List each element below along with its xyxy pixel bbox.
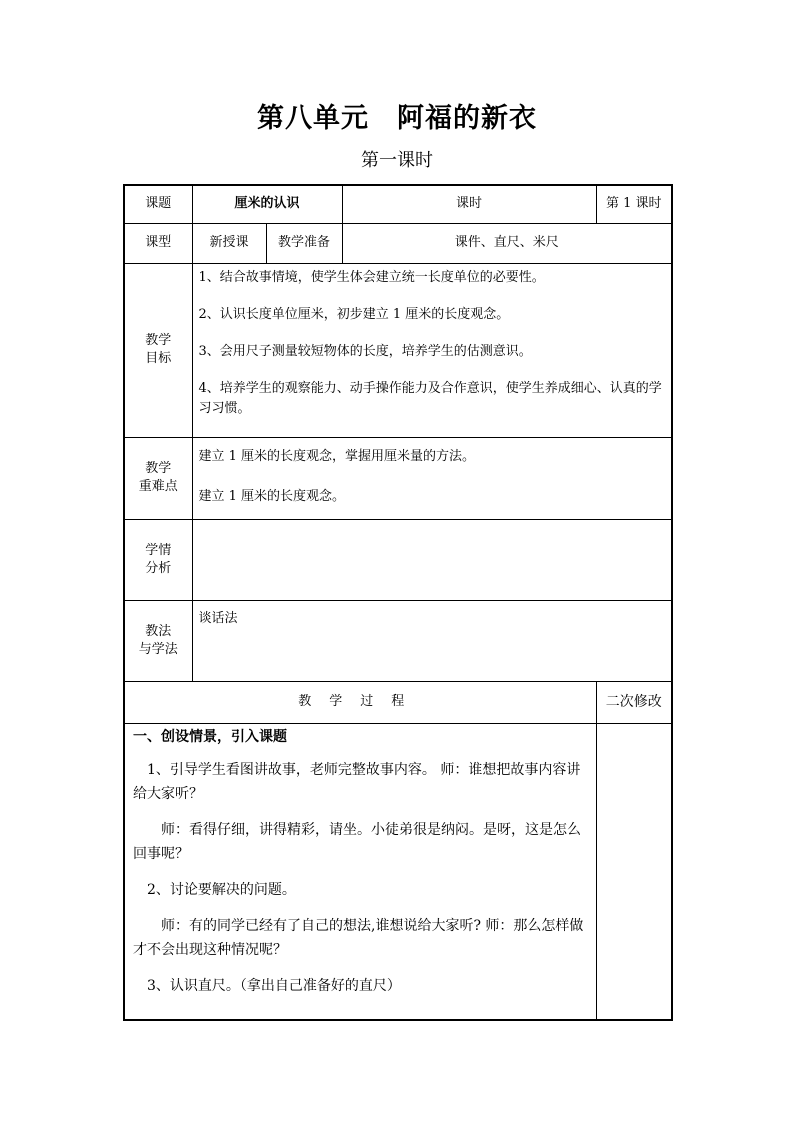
process-paragraph: 1、引导学生看图讲故事，老师完整故事内容。 师：谁想把故事内容讲给大家听？ [133,761,581,802]
period-value: 第 1 课时 [596,185,672,223]
analysis-label [124,519,192,600]
process-header: 教学过程 [124,681,596,723]
key-label-line2: 重难点 [138,479,178,494]
type-value: 新授课 [192,223,266,263]
goals-content [192,263,672,437]
goals-label-line2: 目标 [145,351,172,366]
prep-value: 课件、直尺、米尺 [342,223,672,263]
topic-label: 课题 [124,185,192,223]
process-paragraph: 师：有的同学已经有了自己的想法,谁想说给大家听? 师：那么怎样做才不会出现这种情况呢？ [133,917,584,958]
analysis-content [192,519,672,600]
process-body [124,723,596,1020]
method-label-line2: 与学法 [138,641,178,657]
goals-label-line1: 教学 [145,333,172,348]
topic-value: 厘米的认识 [192,185,342,223]
process-paragraph: 3、认识直尺。（拿出自己准备好的直尺） [147,977,401,994]
process-section-heading: 一、创设情景，引入课题 [133,728,287,745]
analysis-row [124,519,672,600]
key-points-label [124,437,192,519]
prep-label: 教学准备 [266,223,342,263]
analysis-label-line2: 分析 [145,560,172,576]
key-points-content [192,437,672,519]
lesson-plan-table [123,184,673,1021]
goals-label [124,263,192,437]
method-label-line1: 教法 [145,623,172,639]
goal-item: 4、培养学生的观察能力、动手操作能力及合作意识，使学生养成细心、认真的学习习惯。 [198,380,662,416]
revise-header: 二次修改 [596,681,672,723]
revise-column [596,723,672,1020]
goal-item: 1、结合故事情境，使学生体会建立统一长度单位的必要性。 [198,269,545,285]
goals-row [124,263,672,437]
topic-row [124,185,672,223]
method-label [124,600,192,681]
process-paragraph: 师：看得仔细，讲得精彩，请坐。小徒弟很是纳闷。是呀，这是怎么回事呢？ [133,821,581,862]
key-label-line1: 教学 [145,461,172,476]
key-points-row [124,437,672,519]
analysis-label-line1: 学情 [145,542,172,558]
process-body-row [124,723,672,1020]
type-label: 课型 [124,223,192,263]
method-row [124,600,672,681]
goal-item: 2、认识长度单位厘米，初步建立 1 厘米的长度观念。 [198,306,510,322]
period-label: 课时 [342,185,596,223]
method-content: 谈话法 [192,600,672,681]
type-row [124,223,672,263]
key-point-item: 建立 1 厘米的长度观念，掌握用厘米量的方法。 [198,448,476,464]
key-point-item: 建立 1 厘米的长度观念。 [198,488,346,504]
page-subtitle: 第一课时 [361,150,433,171]
goal-item: 3、会用尺子测量较短物体的长度，培养学生的估测意识。 [198,343,532,359]
process-header-row [124,681,672,723]
process-paragraph: 2、讨论要解决的问题。 [147,881,296,898]
page-title: 第八单元 阿福的新衣 [257,103,537,134]
